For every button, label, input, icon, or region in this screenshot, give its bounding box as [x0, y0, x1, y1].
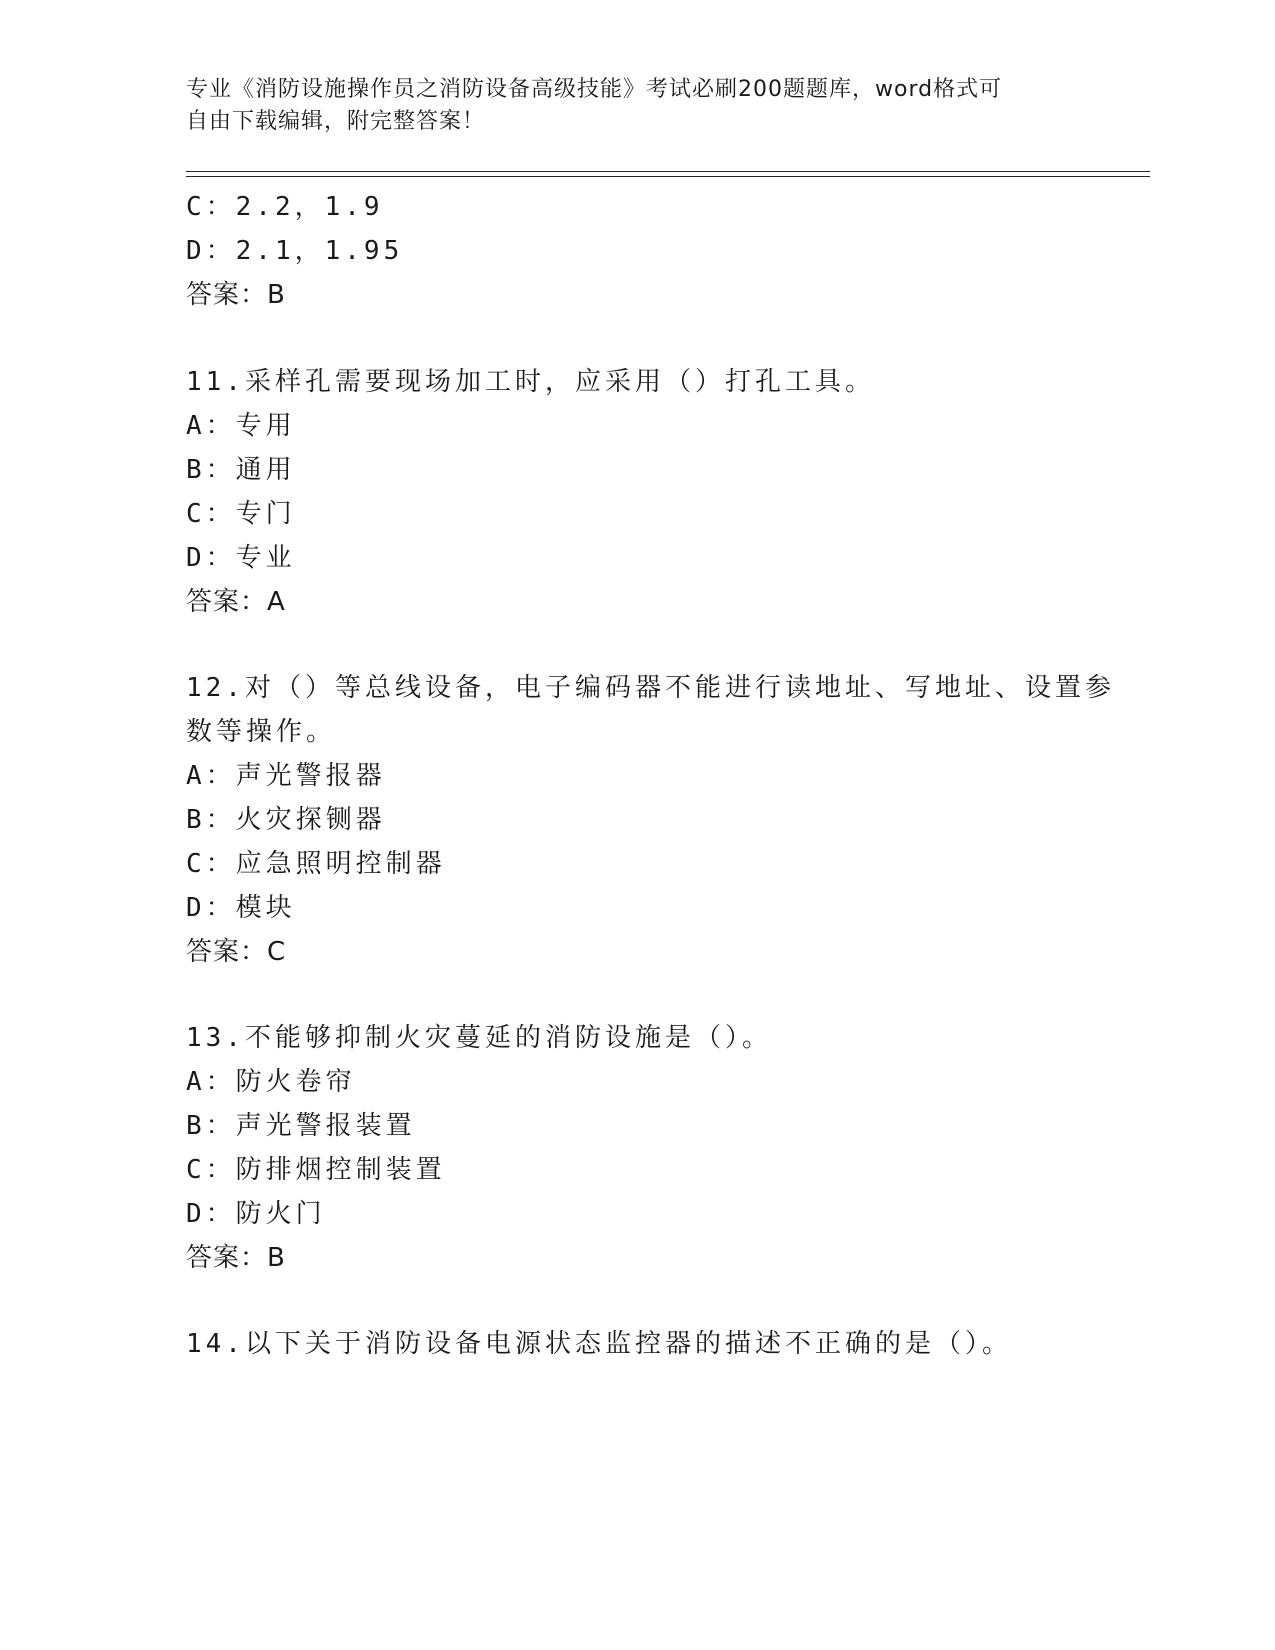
q14-question: 14.以下关于消防设备电源状态监控器的描述不正确的是（）。 [186, 1329, 1012, 1359]
header-divider-top [186, 171, 1150, 172]
header-line-2: 自由下载编辑，附完整答案！ [186, 109, 486, 134]
q11-option-d: D：专业 [186, 543, 296, 573]
q12-answer: 答案：C [186, 937, 287, 967]
q13-question: 13.不能够抑制火灾蔓延的消防设施是（）。 [186, 1023, 772, 1053]
q11-question: 11.采样孔需要现场加工时，应采用（）打孔工具。 [186, 367, 875, 397]
q10-option-c: C：2.2，1.9 [186, 192, 384, 222]
q12-option-a: A：声光警报器 [186, 761, 386, 791]
q13-option-c: C：防排烟控制装置 [186, 1155, 446, 1185]
q12-option-d: D：模块 [186, 893, 296, 923]
q13-answer: 答案：B [186, 1243, 286, 1273]
q12-option-b: B：火灾探铡器 [186, 805, 386, 835]
q12-question-line-2: 数等操作。 [186, 717, 337, 747]
q13-option-a: A：防火卷帘 [186, 1067, 356, 1097]
q13-option-b: B：声光警报装置 [186, 1111, 416, 1141]
header-line-1: 专业《消防设施操作员之消防设备高级技能》考试必刷200题题库，word格式可 [186, 77, 1003, 102]
q11-answer: 答案：A [186, 587, 286, 617]
q10-option-d: D：2.1，1.95 [186, 236, 404, 266]
q12-question-line-1: 12.对（）等总线设备，电子编码器不能进行读地址、写地址、设置参 [186, 673, 1115, 703]
q11-option-c: C：专门 [186, 499, 296, 529]
q11-option-b: B：通用 [186, 455, 296, 485]
q10-answer: 答案：B [186, 280, 286, 310]
header-divider-bottom [186, 176, 1150, 177]
q13-option-d: D：防火门 [186, 1199, 326, 1229]
q11-option-a: A：专用 [186, 411, 296, 441]
q12-option-c: C：应急照明控制器 [186, 849, 446, 879]
document-header [186, 74, 1086, 138]
